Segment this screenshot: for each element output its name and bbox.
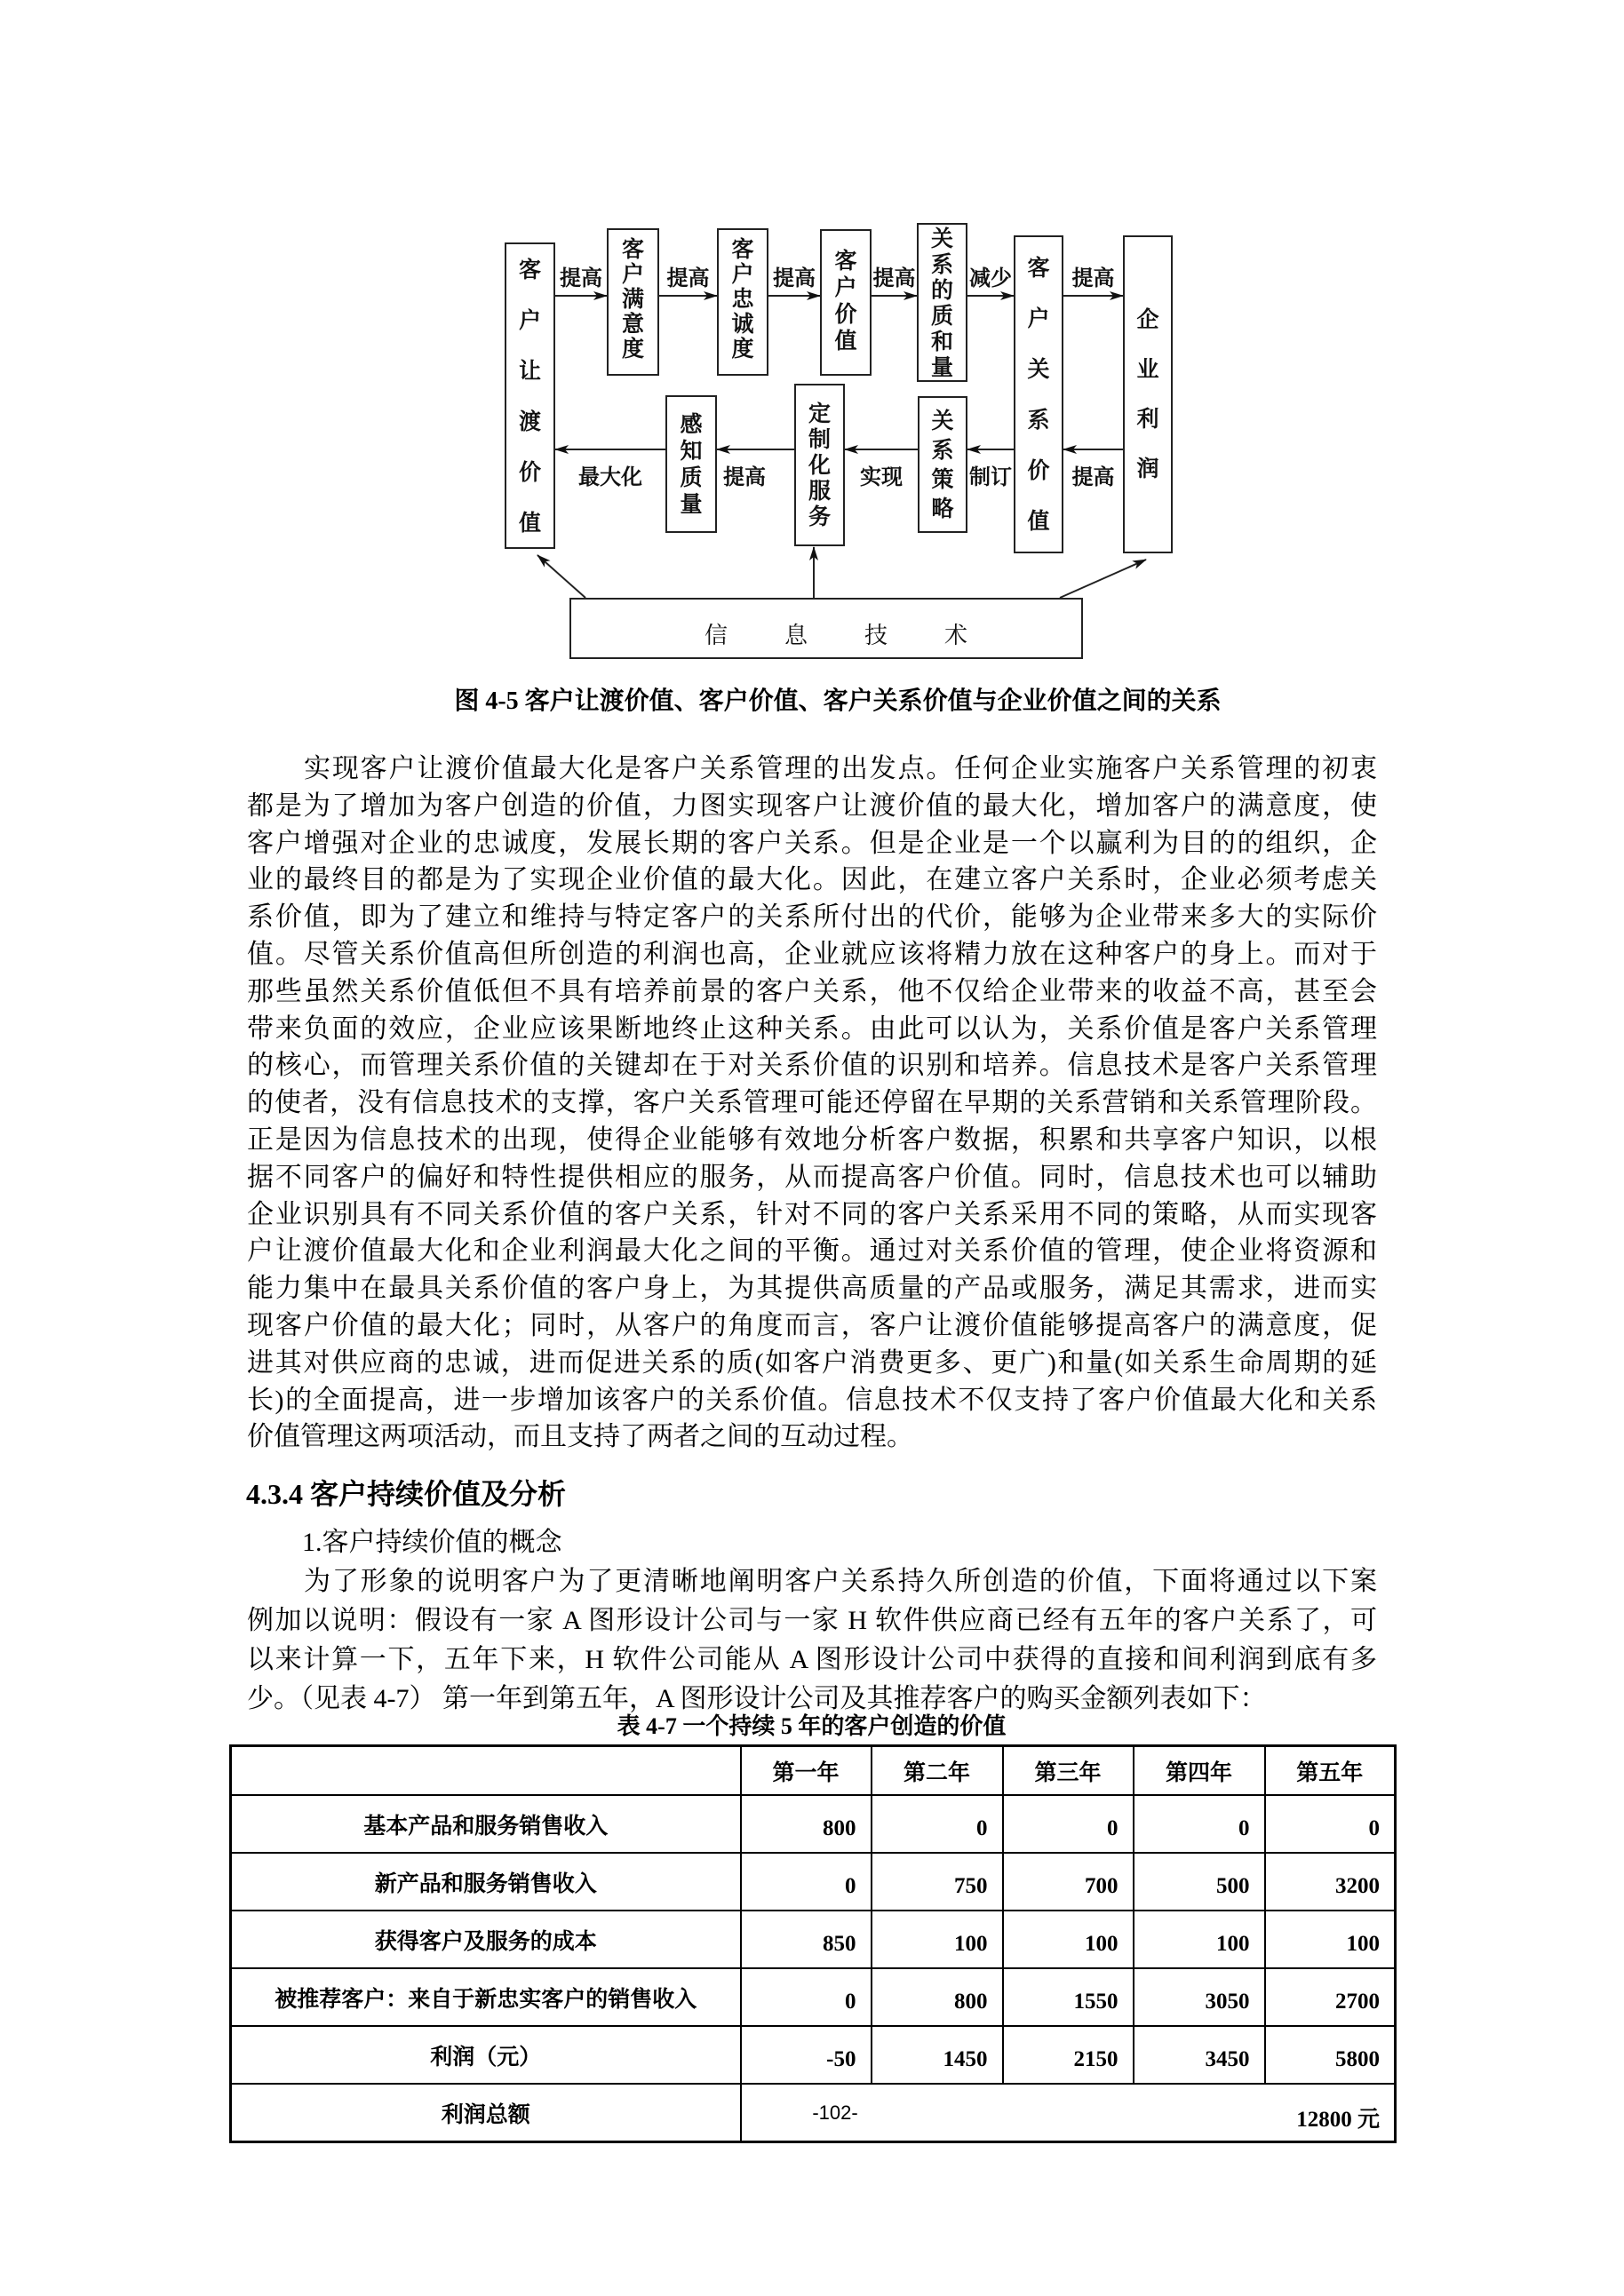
- row-label: 被推荐客户：来自于新忠实客户的销售收入: [231, 1968, 741, 2026]
- table-cell: 3450: [1134, 2026, 1265, 2084]
- subsection-title: 1.客户持续价值的概念: [302, 1528, 562, 1557]
- table-cell: 0: [1003, 1795, 1134, 1853]
- text-line: 企业识别具有不同关系价值的客户关系，针对不同的客户关系采用不同的策略，从而实现客: [247, 1199, 1377, 1229]
- text-line: 进其对供应商的忠诚，进而促进关系的质(如客户消费更多、更广)和量(如关系生命周期的延: [247, 1347, 1377, 1378]
- table-cell: 3050: [1134, 1968, 1265, 2026]
- table-cell: 0: [741, 1853, 872, 1911]
- section-heading: 4.3.4 客户持续价值及分析: [246, 1478, 567, 1510]
- table-cell: 700: [1003, 1853, 1134, 1911]
- table-column-header: 第二年: [872, 1746, 1003, 1796]
- table-cell: 2150: [1003, 2026, 1134, 2084]
- label-formulate: 制订: [969, 465, 1012, 489]
- label-increase: 提高: [1071, 465, 1115, 489]
- table-cell: 0: [741, 1968, 872, 2026]
- table-cell: 850: [741, 1911, 872, 1968]
- table-row: [231, 1968, 1396, 2026]
- box-information-technology: [569, 598, 1083, 659]
- table-column-header: 第一年: [741, 1746, 872, 1796]
- table-cell: 100: [1265, 1911, 1396, 1968]
- label-increase: 提高: [872, 266, 916, 290]
- body-paragraph-1: [247, 751, 1377, 1456]
- table-corner-cell: [231, 1746, 741, 1796]
- table-cell: 2700: [1265, 1968, 1396, 2026]
- text-line: 正是因为信息技术的出现，使得企业能够有效地分析客户数据，积累和共享客户知识，以根: [247, 1124, 1377, 1155]
- label-maximize: 最大化: [578, 465, 642, 489]
- box-label: 企业利润: [1136, 306, 1159, 481]
- table-cell: -50: [741, 2026, 872, 2084]
- row-label: 新产品和服务销售收入: [231, 1853, 741, 1911]
- text-line: 业的最终目的都是为了实现企业价值的最大化。因此，在建立客户关系时，企业必须考虑关: [247, 865, 1377, 895]
- text-line: 少。（见表 4-7） 第一年到第五年，A 图形设计公司及其推荐客户的购买金额列表如下：: [247, 1684, 1267, 1713]
- label-increase: 提高: [666, 266, 710, 290]
- label-realize: 实现: [860, 465, 903, 489]
- box-customer-satisfaction: [607, 228, 659, 376]
- row-label: 获得客户及服务的成本: [231, 1911, 741, 1968]
- text-line: 价值管理这两项活动，而且支持了两者之间的互动过程。: [247, 1422, 913, 1452]
- box-label: 客户让渡价值: [518, 256, 541, 536]
- text-line: 带来负面的效应，企业应该果断地终止这种关系。由此可以认为，关系价值是客户关系管理: [247, 1013, 1377, 1044]
- body-paragraph-2: [247, 1562, 1377, 1719]
- box-customer-value: [820, 229, 872, 376]
- text-line: 据不同客户的偏好和特性提供相应的服务，从而提高客户价值。同时，信息技术也可以辅助: [247, 1162, 1377, 1192]
- box-perceived-quality: [665, 395, 717, 533]
- table-cell: 3200: [1265, 1853, 1396, 1911]
- table-cell: 100: [1003, 1911, 1134, 1968]
- box-customized-service: [794, 384, 845, 546]
- box-label: 客户价值: [834, 248, 857, 354]
- box-label: 感知质量: [680, 410, 703, 517]
- text-line: 都是为了增加为客户创造的价值，力图实现客户让渡价值的最大化，增加客户的满意度，使: [247, 790, 1377, 821]
- label-increase: 提高: [1071, 266, 1115, 290]
- box-label: 关系策略: [931, 408, 954, 521]
- label-reduce: 减少: [969, 266, 1012, 290]
- text-line: 的使者，没有信息技术的支撑，客户关系管理可能还停留在早期的关系营销和关系管理阶段。: [247, 1088, 1377, 1118]
- page-number: -102-: [812, 2101, 858, 2124]
- customer-value-table: [229, 1744, 1397, 2143]
- box-label: 定制化服务: [808, 401, 831, 529]
- row-label: 基本产品和服务销售收入: [231, 1795, 741, 1853]
- label-increase: 提高: [723, 465, 766, 489]
- text-line: 实现客户让渡价值最大化是客户关系管理的出发点。任何企业实施客户关系管理的初衷: [304, 754, 1377, 783]
- table-column-header: 第五年: [1265, 1746, 1396, 1796]
- text-line: 能力集中在最具关系价值的客户身上，为其提供高质量的产品或服务，满足其需求，进而实: [247, 1274, 1377, 1304]
- total-profit-cell: 12800 元: [741, 2084, 1396, 2142]
- text-line: 以来计算一下，五年下来，H 软件公司能从 A 图形设计公司中获得的直接和间利润到底有多: [247, 1645, 1377, 1674]
- label-increase: 提高: [560, 266, 602, 290]
- text-line: 的核心，而管理关系价值的关键却在于对关系价值的识别和培养。信息技术是客户关系管理: [247, 1051, 1377, 1081]
- table-title: 表 4-7 一个持续 5 年的客户创造的价值: [617, 1713, 1007, 1739]
- text-line: 例加以说明：假设有一家 A 图形设计公司与一家 H 软件供应商已经有五年的客户关系了，可: [247, 1606, 1377, 1635]
- box-label: 客户关系价值: [1027, 255, 1050, 534]
- table-header-row: [231, 1746, 1396, 1796]
- box-relationship-quality-quantity: [917, 223, 967, 382]
- text-line: 系价值，即为了建立和维持与特定客户的关系所付出的代价，能够为企业带来多大的实际价: [247, 902, 1377, 933]
- box-customer-delivered-value: [505, 242, 555, 549]
- table-cell: 100: [872, 1911, 1003, 1968]
- text-line: 客户增强对企业的忠诚度，发展长期的客户关系。但是企业是一个以赢利为目的的组织，企: [247, 828, 1377, 858]
- box-relationship-strategy: [918, 396, 967, 533]
- table-row: [231, 2026, 1396, 2084]
- row-label: 利润（元）: [231, 2026, 741, 2084]
- figure-caption: 图 4-5 客户让渡价值、客户价值、客户关系价值与企业价值之间的关系: [454, 687, 1222, 715]
- text-line: 那些虽然关系价值低但不具有培养前景的客户关系，他不仅给企业带来的收益不高，甚至会: [247, 976, 1377, 1006]
- table-cell: 100: [1134, 1911, 1265, 1968]
- text-line: 为了形象的说明客户为了更清晰地阐明客户关系持久所创造的价值，下面将通过以下案: [304, 1567, 1377, 1596]
- arrow-it-to-delivered-value: [537, 555, 585, 598]
- text-line: 现客户价值的最大化；同时，从客户的角度而言，客户让渡价值能够提高客户的满意度，促: [247, 1310, 1377, 1340]
- text-line: 值。尽管关系价值高但所创造的利润也高，企业就应该将精力放在这种客户的身上。而对于: [247, 939, 1377, 969]
- table-cell: 500: [1134, 1853, 1265, 1911]
- table-cell: 0: [1265, 1795, 1396, 1853]
- table-cell: 1550: [1003, 1968, 1134, 2026]
- table-row: [231, 1911, 1396, 1968]
- label-increase: 提高: [773, 266, 816, 290]
- table-column-header: 第四年: [1134, 1746, 1265, 1796]
- table-column-header: 第三年: [1003, 1746, 1134, 1796]
- arrow-it-to-enterprise-profit: [1060, 560, 1146, 598]
- box-customer-relationship-value: [1014, 235, 1063, 553]
- text-line: 长)的全面提高，进一步增加该客户的关系价值。信息技术不仅支持了客户价值最大化和关系: [247, 1385, 1377, 1415]
- row-label: 利润总额: [231, 2084, 741, 2142]
- box-enterprise-profit: [1123, 235, 1173, 553]
- table-cell: 0: [1134, 1795, 1265, 1853]
- table-cell: 1450: [872, 2026, 1003, 2084]
- box-customer-loyalty: [717, 228, 768, 376]
- box-label: 客户满意度: [621, 236, 644, 361]
- table-cell: 5800: [1265, 2026, 1396, 2084]
- box-label: 信息技术: [705, 623, 1025, 649]
- table-cell: 800: [741, 1795, 872, 1853]
- table-cell: 0: [872, 1795, 1003, 1853]
- table-row: [231, 1795, 1396, 1853]
- text-line: 户让渡价值最大化和企业利润最大化之间的平衡。通过对关系价值的管理，使企业将资源和: [247, 1236, 1377, 1267]
- table-row: [231, 1853, 1396, 1911]
- box-label: 客户忠诚度: [731, 236, 754, 361]
- table-cell: 800: [872, 1968, 1003, 2026]
- table-cell: 750: [872, 1853, 1003, 1911]
- box-label: 关系的质和量: [930, 225, 953, 380]
